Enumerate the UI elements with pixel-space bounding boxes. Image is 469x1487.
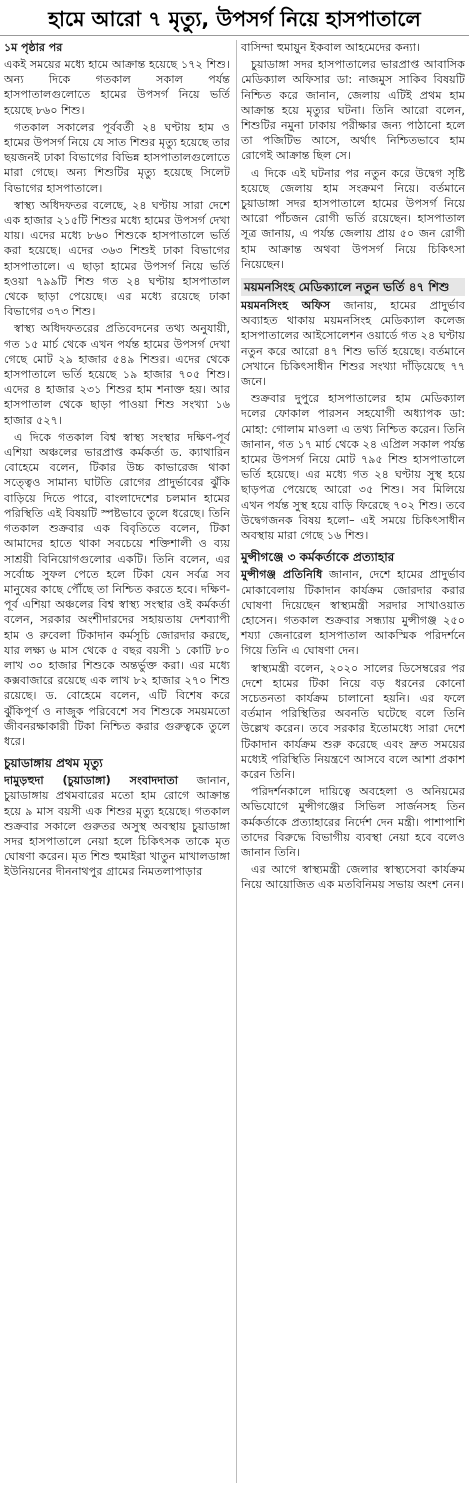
paragraph: শুক্রবার দুপুরে হাসপাতালের হাম মেডিক্যাল দলের ফোকাল পারসন সহযোগী অধ্যাপক ডা: মোহা: গোলাম মাওলা এ তথ্য নিশ্চিত করেন। তিনি জানান, গত ১৭ মার্চ থেকে ২৪ এপ্রিল সকাল পর্যন্ত হামের উপসর্গ নিয়ে মোট ৭৯৫ শিশু হাসপাতালে ভর্তি হয়েছে। এর মধ্যে গত ২৪ ঘণ্টায় সুস্থ হয়ে ছাড়পত্র পেয়েছে আরো ৩৫ শিশু। সব মিলিয়ে এখন পর্যন্ত সুস্থ হয়ে বাড়ি ফিরেছে ৭০২ শিশু। তবে উদ্বেগজনক বিষয় হলো– এই সময়ে চিকিৎসাধীন অবস্থায় মারা গেছে ১৬ শিশু।: [241, 392, 465, 543]
paragraph: এ দিকে গতকাল বিশ্ব স্বাস্থ্য সংস্থার দক্ষিণ-পূর্ব এশিয়া অঞ্চলের ভারপ্রাপ্ত কর্মকর্তা ড. ক্যাথারিন বোহেমে বলেন, টিকার উচ্চ কাভারেজ থাকা সত্ত্বেও সামান্য ঘাটতি রোগের প্রাদুর্ভাবের ঝুঁকি বাড়িয়ে দিতে পারে, বাংলাদেশের চলমান হামের পরিস্থিতি এই বিষয়টি স্পষ্টভাবে তুলে ধরেছে। তিনি গতকাল শুক্রবার এক বিবৃতিতে বলেন, টিকা আমাদের হাতে থাকা সবচেয়ে শক্তিশালী ও ব্যয় সাশ্রয়ী বিনিয়োগগুলোর একটি। তিনি বলেন, এর সর্বোচ্চ সুফল পেতে হলে টিকা যেন সর্বত্র সব মানুষের কাছে পৌঁছে তা নিশ্চিত করতে হবে। দক্ষিণ-পূর্ব এশিয়া অঞ্চলের বিশ্ব স্বাস্থ্য সংস্থার ওই কর্মকর্তা বলেন, সরকার অংশীদারদের সহায়তায় দেশব্যাপী হাম ও রুবেলা টিকাদান কর্মসূচি জোরদার করছে, যার লক্ষ্য ৬ মাস থেকে ৫ বছর বয়সী ১ কোটি ৮০ লাখ ৩০ হাজার শিশুকে অন্তর্ভুক্ত করা। এর মধ্যে কক্সবাজারে রয়েছে এক লাখ ৮২ হাজার ২৭০ শিশু রয়েছে। ড. বোহেমে বলেন, এটি বিশেষ করে ঝুঁকিপূর্ণ ও নাজুক পরিবেশে সব শিশুকে সময়মতো জীবনরক্ষাকারী টিকা নিশ্চিত করার গুরুত্বকে তুলে ধরে।: [4, 430, 230, 748]
paragraph: চুয়াডাঙ্গা সদর হাসপাতালের ভারপ্রাপ্ত আবাসিক মেডিক্যাল অফিসার ডা: নাজমুস সাকিব বিষয়টি নিশ্চিত করে জানান, জেলায় এটিই প্রথম হাম আক্রান্ত হয়ে মৃত্যুর ঘটনা। তিনি আরো বলেন, শিশুটির নমুনা ঢাকায় পরীক্ষার জন্য পাঠানো হলে তা পজিটিভ আসে, অর্থাৎ নিশ্চিতভাবে হাম রোগেই আক্রান্ত ছিল সে।: [241, 58, 465, 163]
paragraph: স্বাস্থ্য অধিদফতরের প্রতিবেদনের তথ্য অনুযায়ী, গত ১৫ মার্চ থেকে এখন পর্যন্ত হামের উপসর্গ দেখা গেছে মোট ২৯ হাজার ৫৪৯ শিশুর। এদের থেকে হাসপাতালে ভর্তি হয়েছে ১৯ হাজার ৭০৫ শিশু। এদের ৪ হাজার ২৩১ শিশুর হাম শনাক্ত হয়। আর হাসপাতাল থেকে ছাড়া পাওয়া শিশু সংখ্যা ১৬ হাজার ৫২৭।: [4, 322, 230, 427]
subhead-mymensingh: ময়মনসিংহ মেডিক্যালে নতুন ভর্তি ৪৭ শিশু: [241, 278, 465, 296]
dateline-text: জানান, চুয়াডাঙ্গায় প্রথমবারের মতো হাম রোগে আক্রান্ত হয়ে ৯ মাস বয়সী এক শিশুর মৃত্যু হয়েছে। গতকাল শুক্রবার সকালে গুরুতর অসুস্থ অবস্থায় চুয়াডাঙ্গা সদর হাসপাতালে নেয়া হলে চিকিৎসক তাকে মৃত ঘোষণা করেন। মৃত শিশু হুমাইরা খাতুন মাখালডাঙ্গা ইউনিয়নের দীননাথপুর গ্রামের নিমতলাপাড়ার: [4, 774, 230, 879]
paragraph: বাসিন্দা হুমায়ুন ইকবাল আহমেদের কন্যা।: [241, 41, 420, 54]
paragraph: গতকাল সকালের পূর্ববর্তী ২৪ ঘণ্টায় হাম ও হামের উপসর্গ নিয়ে যে সাত শিশুর মৃত্যু হয়েছে তার ছয়জনই ঢাকা বিভাগের বিভিন্ন হাসপাতালগুলোতে মারা গেছে। অন্য শিশুটির মৃত্যু হয়েছে সিলেট বিভাগের হাসপাতালে।: [4, 120, 230, 195]
paragraph: এর আগে স্বাস্থ্যমন্ত্রী জেলার স্বাস্থ্যসেবা কার্যক্রম নিয়ে আয়োজিত এক মতবিনিময় সভায় অংশ নেন।: [241, 863, 465, 892]
paragraph: এ দিকে এই ঘটনার পর নতুন করে উদ্বেগ সৃষ্টি হয়েছে জেলায় হাম সংক্রমণ নিয়ে। বর্তমানে চুয়াডাঙ্গা সদর হাসপাতালে হামের উপসর্গ নিয়ে আরো পাঁচজন রোগী ভর্তি রয়েছেন। হাসপাতাল সূত্র জানায়, এ পর্যন্ত জেলায় প্রায় ৫০ জন রোগী হাম আক্রান্ত অথবা উপসর্গ নিয়ে চিকিৎসা নিয়েছেন।: [241, 166, 465, 271]
dateline: মুন্সীগঞ্জ প্রতিনিধি: [241, 568, 323, 582]
right-column: [236, 40, 465, 1483]
paragraph: স্বাস্থ্য অধিদফতর বলেছে, ২৪ ঘণ্টায় সারা দেশে এক হাজার ২১৫টি শিশুর মধ্যে হামের উপসর্গ দেখা যায়। এদের মধ্যে ৮৬০ শিশুকে হাসপাতালে ভর্তি করা হয়েছে। এদের ৩৬৩ শিশুই ঢাকা বিভাগের হাসপাতালে। এ ছাড়া হামের উপসর্গ নিয়ে ভর্তি হওয়া ৭৯৯টি শিশু গত ২৪ ঘণ্টায় হাসপাতাল থেকে ছাড়া পেয়েছে। এর মধ্যে রয়েছে ঢাকা বিভাগের ৩৭৩ শিশু।: [4, 198, 230, 319]
jump-from-label: ১ম পৃষ্ঠার পর: [4, 41, 63, 54]
headline: হামে আরো ৭ মৃত্যু, উপসর্গ নিয়ে হাসপাতালে: [0, 0, 469, 36]
dateline-text: জানান, দেশে হামের প্রাদুর্ভাব মোকাবেলায় টিকাদান কার্যক্রম জোরদার করার ঘোষণা দিয়েছেন স্বাস্থ্যমন্ত্রী সরদার সাখাওয়াত হোসেন। গতকাল শুক্রবার সন্ধ্যায় মুন্সীগঞ্জ ২৫০ শয্যা জেনারেল হাসপাতাল আকস্মিক পরিদর্শনে গিয়ে তিনি এ ঘোষণা দেন।: [241, 568, 465, 658]
dateline-text: জানায়, হামের প্রাদুর্ভাব অব্যাহত থাকায় ময়মনসিংহ মেডিক্যাল কলেজ হাসপাতালের আইসোলেশন ওয়ার্ডে গত ২৪ ঘণ্টায় নতুন করে আরো ৪৭ শিশু ভর্তি হয়েছে। বর্তমানে সেখানে চিকিৎসাধীন শিশুর সংখ্যা দাঁড়িয়েছে ৭৭ জনে।: [241, 299, 465, 389]
dateline: ময়মনসিংহ অফিস: [241, 299, 331, 313]
paragraph: একই সময়ের মধ্যে হামে আক্রান্ত হয়েছে ১৭২ শিশু। অন্য দিকে গতকাল সকাল পর্যন্ত হাসপাতালগুলোতে হামের উপসর্গ নিয়ে ভর্তি হয়েছে ৮৬০ শিশু।: [4, 58, 230, 117]
subhead-munshiganj: মুন্সীগঞ্জে ৩ কর্মকর্তাকে প্রত্যাহার: [241, 550, 395, 565]
dateline: দামুড়হুদা (চুয়াডাঙ্গা) সংবাদদাতা: [4, 774, 178, 788]
dateline-paragraph: [241, 567, 465, 658]
left-column: [4, 40, 230, 1483]
paragraph: স্বাস্থ্যমন্ত্রী বলেন, ২০২০ সালের ডিসেম্বরের পর দেশে হামের টিকা নিয়ে বড় ধরনের কোনো সচেতনতা কার্যক্রম চালানো হয়নি। এর ফলে বর্তমান পরিস্থিতির অবনতি ঘটেছে বলে তিনি উল্লেখ করেন। তবে সরকার ইতোমধ্যে সারা দেশে টিকাদান কার্যক্রম শুরু করেছে এবং দ্রুত সময়ের মধ্যেই পরিস্থিতি নিয়ন্ত্রণে আসবে বলে আশা প্রকাশ করেন তিনি।: [241, 661, 465, 781]
dateline-paragraph: [241, 298, 465, 389]
article-body: [4, 40, 465, 1483]
paragraph: পরিদর্শনকালে দায়িত্বে অবহেলা ও অনিয়মের অভিযোগে মুন্সীগঞ্জের সিভিল সার্জনসহ তিন কর্মকর্তাকে প্রত্যাহারের নির্দেশ দেন মন্ত্রী। পাশাপাশি তাদের বিরুদ্ধে বিভাগীয় ব্যবস্থা নেয়া হবে বলেও জানান তিনি।: [241, 785, 465, 859]
subhead-chuadanga: চুয়াডাঙ্গায় প্রথম মৃত্যু: [4, 756, 103, 771]
dateline-paragraph: [4, 773, 230, 879]
